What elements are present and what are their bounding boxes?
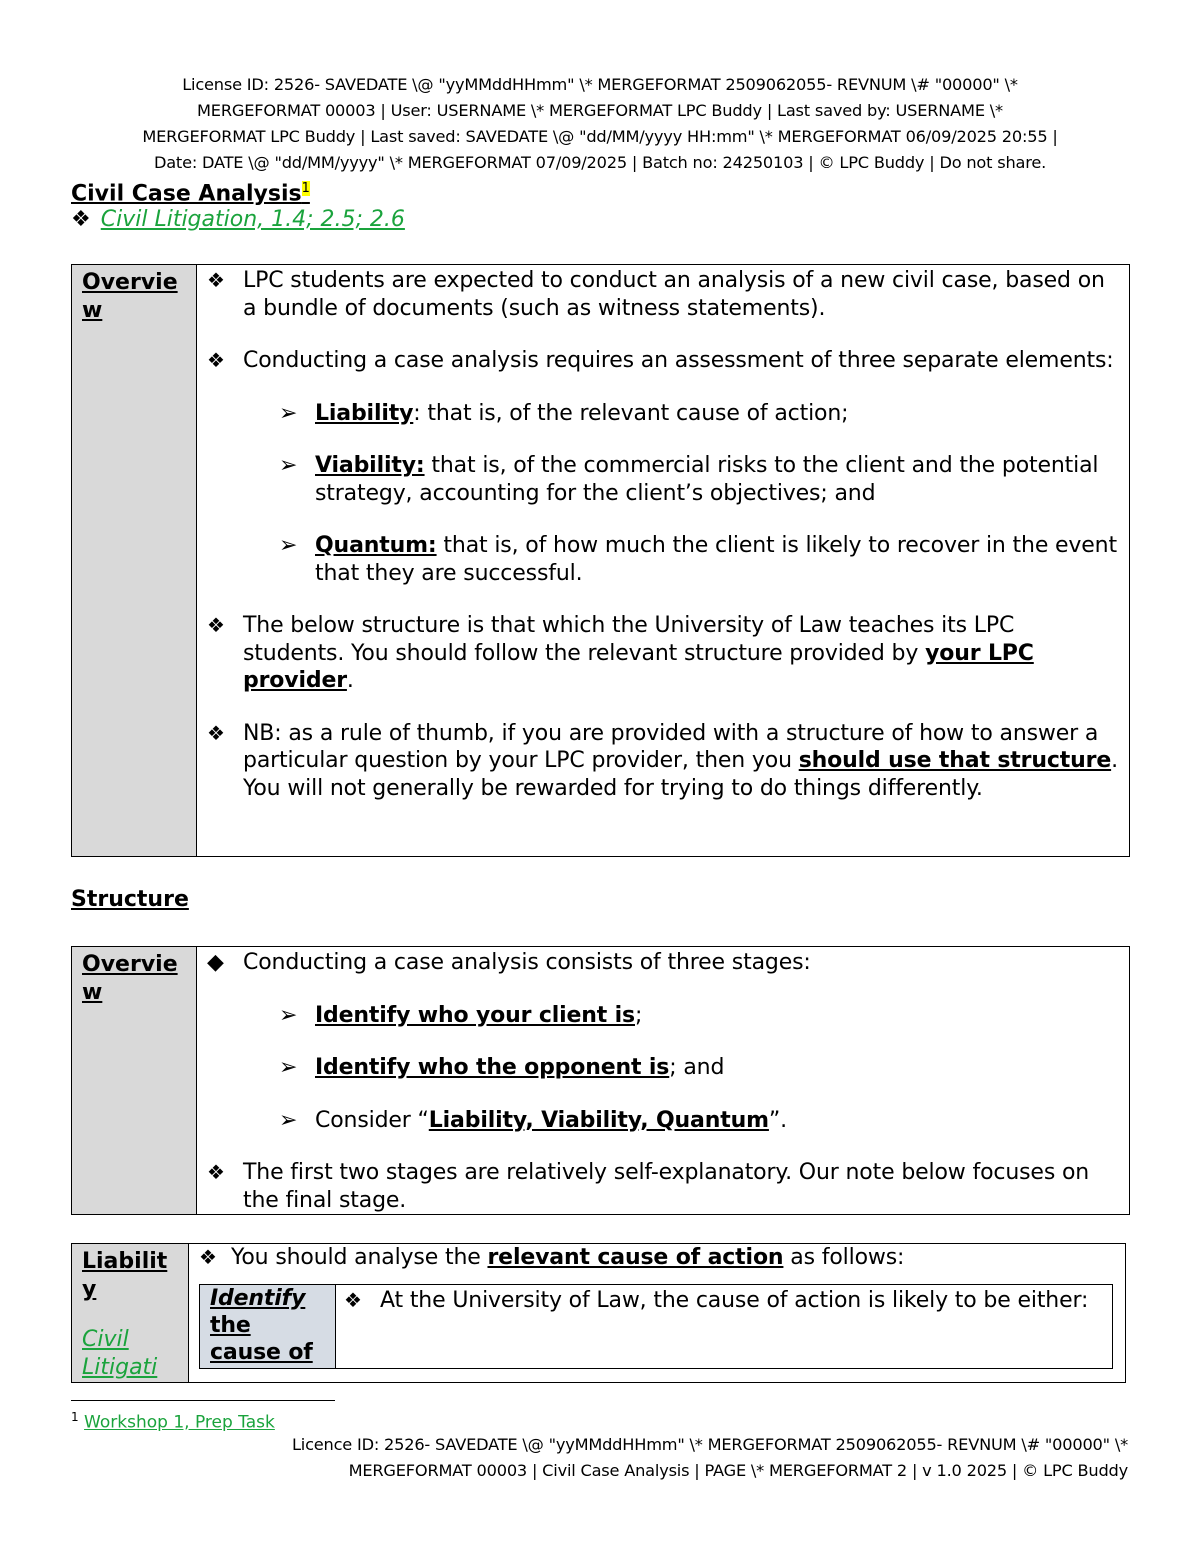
diamond-bullet-icon: ❖ [207, 613, 225, 637]
footer-line: Licence ID: 2526- SAVEDATE \@ "yyMMddHHmm" \* MERGEFORMAT 2509062055- REVNUM \# "00000" \* [291, 1435, 1128, 1454]
bullet-text: Conducting a case analysis requires an assessment of three separate elements: [243, 348, 1114, 373]
diamond-bullet-icon: ❖ [207, 1160, 225, 1184]
reference-line [71, 205, 405, 235]
bullet-text: LPC students are expected to conduct an analysis of a new civil case, based on a bundle of documents (such as witness statements). [243, 268, 1105, 321]
side-label: Overvie [82, 270, 178, 295]
arrow-bullet-icon: ➢ [279, 1055, 298, 1080]
footnote-reference[interactable]: 1 [301, 181, 310, 196]
sub-list-item [279, 1054, 1121, 1082]
workshop-link[interactable]: Workshop 1, Prep Task [84, 1412, 275, 1433]
diamond-bullet-icon: ❖ [199, 1245, 217, 1269]
footnote-separator [71, 1400, 335, 1401]
bullet-text: The first two stages are relatively self-explanatory. Our note below focuses on the final stage. [243, 1160, 1090, 1213]
viability-term: Viability: [315, 453, 425, 478]
emphasis-text: your LPC provider [243, 640, 1034, 693]
list-item [199, 1244, 1113, 1272]
cause-of-action-table [199, 1284, 1113, 1369]
bullet-text: . You will not generally be rewarded for trying to do things differently. [243, 748, 1118, 801]
side-label: w [82, 980, 103, 1005]
side-label: Liabilit [82, 1249, 168, 1274]
arrow-bullet-icon: ➢ [279, 453, 298, 478]
side-label: y [82, 1277, 97, 1302]
diamond-bullet-icon: ❖ [207, 348, 225, 372]
arrow-bullet-icon: ➢ [279, 400, 298, 426]
list-item [207, 949, 1121, 977]
page-title-text: Civil Case Analysis [71, 181, 302, 207]
liability-term: Liability [315, 400, 414, 426]
bullet-text: Consider “ [315, 1107, 429, 1133]
header-line: MERGEFORMAT 00003 | User: USERNAME \* MERGEFORMAT LPC Buddy | Last saved by: USERNAME \* [197, 101, 1003, 120]
civil-litigation-link[interactable]: Civil Litigation, 1.4; 2.5; 2.6 [100, 207, 405, 232]
bullet-text: that is, of the commercial risks to the client and the potential strategy, accounting for the client’s objectives; and [315, 453, 1099, 506]
sub-list-item [279, 1002, 1121, 1030]
sub-list-item [279, 532, 1121, 587]
arrow-bullet-icon: ➢ [279, 533, 298, 558]
sub-list-item [279, 452, 1121, 507]
list-item [344, 1287, 1104, 1314]
document-header [60, 72, 1140, 176]
arrow-bullet-icon: ➢ [279, 1107, 298, 1133]
overview-content-cell [197, 265, 1130, 857]
bullet-text: ”. [768, 1107, 788, 1133]
side-label: the [210, 1312, 251, 1338]
overview-table [71, 264, 1130, 857]
list-item [207, 347, 1121, 375]
side-label: cause of [210, 1339, 313, 1365]
diamond-bullet-icon: ❖ [71, 207, 91, 232]
structure-heading: Structure [71, 887, 189, 912]
bullet-text: : that is, of the relevant cause of action; [413, 400, 849, 426]
diamond-bullet-icon: ❖ [207, 720, 225, 745]
bullet-text: At the University of Law, the cause of action is likely to be either: [380, 1287, 1089, 1313]
side-label: w [82, 298, 103, 323]
identify-cause-content-cell [336, 1284, 1113, 1368]
liability-content-cell [189, 1244, 1126, 1383]
stage-text: Identify who the opponent is [315, 1055, 670, 1080]
structure-content-cell [197, 947, 1130, 1215]
sub-list-item [279, 1107, 1121, 1135]
civil-litigation-link[interactable]: Civil [82, 1327, 129, 1352]
list-item [207, 720, 1121, 803]
bullet-text: The below structure is that which the University of Law teaches its LPC students. You should follow the relevant structure provided by [243, 613, 1015, 666]
sub-list-item [279, 400, 1121, 428]
footnote [71, 1405, 275, 1435]
emphasis-text: relevant cause of action [487, 1245, 784, 1270]
document-footer [128, 1432, 1128, 1484]
bullet-text: Conducting a case analysis consists of three stages: [243, 950, 811, 975]
liability-side-cell [72, 1244, 189, 1383]
bullet-text: that is, of how much the client is likely to recover in the event that they are successful. [315, 533, 1117, 586]
side-label: Identify [210, 1285, 306, 1311]
side-label: Overvie [82, 952, 178, 977]
civil-litigation-link[interactable]: Litigati [82, 1355, 158, 1380]
bullet-text: . [346, 668, 354, 693]
diamond-bullet-icon: ❖ [344, 1287, 362, 1312]
bullet-text: ; [635, 1002, 643, 1028]
list-item [207, 267, 1121, 322]
bullet-text: You should analyse the [231, 1245, 488, 1270]
arrow-bullet-icon: ➢ [279, 1002, 298, 1028]
footer-line: MERGEFORMAT 00003 | Civil Case Analysis | PAGE \* MERGEFORMAT 2 | v 1.0 2025 | © LPC Buddy [348, 1461, 1128, 1480]
bullet-text: ; and [669, 1055, 725, 1080]
emphasis-text: should use that structure [798, 748, 1112, 773]
stage-text: Identify who your client is [315, 1002, 635, 1028]
quantum-term: Quantum: [315, 533, 437, 558]
list-item [207, 1159, 1121, 1214]
structure-overview-table [71, 946, 1130, 1215]
bullet-text: as follows: [783, 1245, 905, 1270]
liability-table [71, 1243, 1126, 1383]
overview-side-cell [72, 947, 197, 1215]
footnote-number: 1 [71, 1410, 79, 1424]
stage-text: Liability, Viability, Quantum [428, 1107, 769, 1133]
identify-cause-side-cell [200, 1284, 336, 1368]
list-item [207, 612, 1121, 695]
bullet-text: NB: as a rule of thumb, if you are provided with a structure of how to answer a particular question by your LPC provider, then you [243, 720, 1099, 773]
diamond-bullet-icon: ◆ [207, 950, 224, 975]
header-line: Date: DATE \@ "dd/MM/yyyy" \* MERGEFORMAT 07/09/2025 | Batch no: 24250103 | © LPC Buddy | Do not share. [153, 153, 1047, 172]
overview-side-cell [72, 265, 197, 857]
diamond-bullet-icon: ❖ [207, 268, 225, 292]
header-line: License ID: 2526- SAVEDATE \@ "yyMMddHHmm" \* MERGEFORMAT 2509062055- REVNUM \# "00000" \* [182, 75, 1018, 94]
header-line: MERGEFORMAT LPC Buddy | Last saved: SAVEDATE \@ "dd/MM/yyyy HH:mm" \* MERGEFORMAT 06/09/2025 20:55 | [142, 127, 1058, 146]
